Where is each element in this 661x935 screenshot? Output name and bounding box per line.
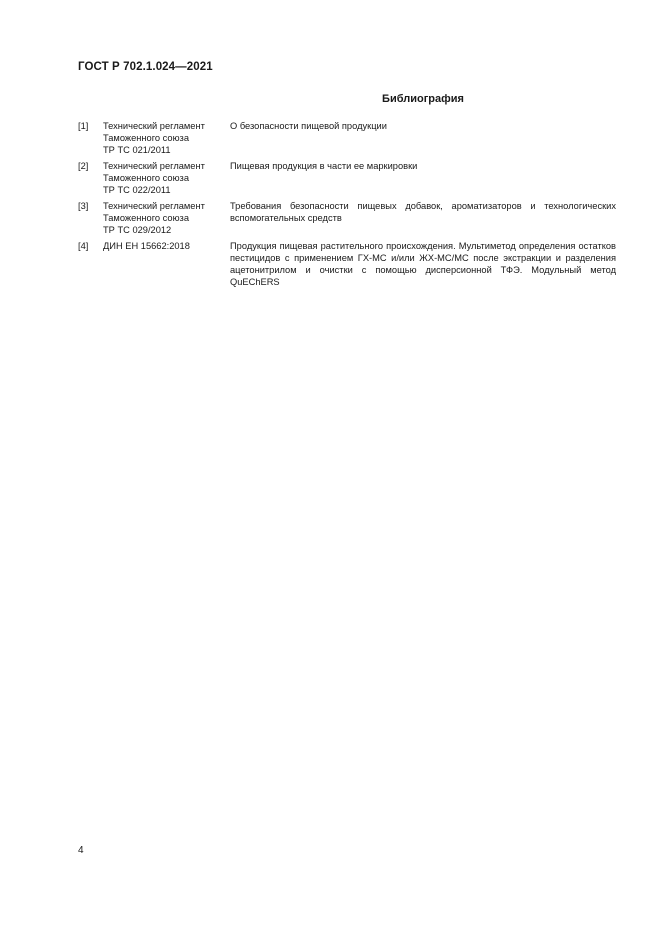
entry-number: [3] bbox=[78, 201, 89, 211]
bibliography-entry bbox=[78, 121, 616, 157]
entry-number: [2] bbox=[78, 161, 89, 171]
entry-reference-line: Технический регламент bbox=[103, 201, 205, 211]
entry-title: Пищевая продукция в части ее маркировки bbox=[230, 161, 418, 171]
bibliography-entry bbox=[78, 241, 616, 301]
entry-reference-line: Таможенного союза bbox=[103, 212, 189, 223]
entry-reference-line: ТР ТС 022/2011 bbox=[103, 184, 171, 195]
entry-reference-line: Таможенного союза bbox=[103, 172, 189, 183]
page-number: 4 bbox=[78, 845, 84, 856]
entry-reference bbox=[103, 241, 225, 253]
entry-reference bbox=[103, 201, 225, 237]
entry-reference bbox=[103, 161, 225, 197]
entry-reference-line: ТР ТС 029/2012 bbox=[103, 224, 172, 235]
entry-reference-line: ТР ТС 021/2011 bbox=[103, 144, 171, 155]
entry-number: [4] bbox=[78, 241, 89, 251]
entry-reference-line: Технический регламент bbox=[103, 161, 205, 171]
entry-reference bbox=[103, 121, 225, 157]
entry-title: Требования безопасности пищевых добавок, ароматизаторов и технологических вспомогательных средств bbox=[230, 201, 616, 223]
entry-title: Продукция пищевая растительного происхождения. Мультиметод определения остатков пестицидов с применением ГХ-МС и/или ЖХ-МС/МС после экстракции и разделения ацетонитрилом и очистки с помощью дисперсионной ТФЭ. Модульный метод QuEChERS bbox=[230, 241, 616, 287]
entry-reference-line: Таможенного союза bbox=[103, 132, 189, 143]
entry-reference-line: ДИН ЕН 15662:2018 bbox=[103, 241, 190, 251]
entry-reference-line: Технический регламент bbox=[103, 121, 205, 131]
bibliography-entry bbox=[78, 201, 616, 237]
bibliography-entry bbox=[78, 161, 616, 197]
document-header: ГОСТ Р 702.1.024—2021 bbox=[78, 61, 213, 73]
entry-title: О безопасности пищевой продукции bbox=[230, 121, 387, 131]
bibliography-list bbox=[78, 121, 616, 305]
section-title: Библиография bbox=[382, 93, 464, 105]
entry-number: [1] bbox=[78, 121, 89, 131]
